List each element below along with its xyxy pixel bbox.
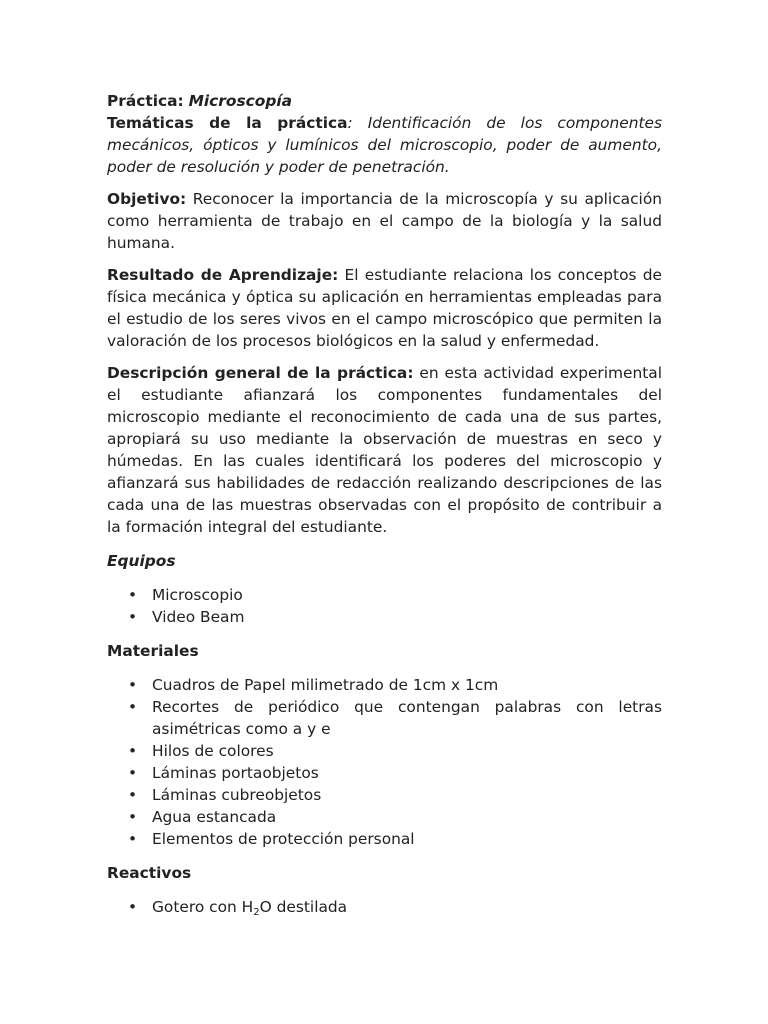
list-item: • Video Beam [107,606,662,628]
list-item: • Recortes de periódico que contengan palabras con letras asimétricas como a y e [107,696,662,740]
learning-outcome-paragraph [107,264,662,352]
description-paragraph [107,362,662,538]
practice-title [107,90,662,112]
topics-text: : Identificación de los componentes mecánicos, ópticos y lumínicos del microscopio, poder de aumento, poder de resolución y poder de penetración. [107,114,662,176]
reagent-prefix: Gotero con H [152,898,254,916]
objective-paragraph [107,188,662,254]
equipment-list [107,584,662,628]
objective-label: Objetivo: [107,190,187,208]
objective-text: Reconocer la importancia de la microscopía y su aplicación como herramienta de trabajo en el campo de la biología y la salud humana. [107,190,662,252]
description-text: en esta actividad experimental el estudiante afianzará los componentes fundamentales del microscopio mediante el reconocimiento de cada una de sus partes, apropiará su uso mediante la observación de muestras en seco y húmedas. En las cuales identificará los poderes del microscopio y afianzará sus habilidades de redacción realizando descripciones de las cada una de las muestras observadas con el propósito de contribuir a la formación integral del estudiante. [107,364,662,536]
reagent-suffix: O destilada [259,898,348,916]
materials-heading: Materiales [107,642,199,660]
reagents-list [107,896,662,918]
reagents-heading: Reactivos [107,864,192,882]
practice-name: Microscopía [188,92,293,110]
list-item [107,896,662,918]
description-label: Descripción general de la práctica: [107,364,414,382]
topics-paragraph [107,112,662,178]
list-item: • Hilos de colores [107,740,662,762]
learning-outcome-label: Resultado de Aprendizaje: [107,266,339,284]
list-item: • Agua estancada [107,806,662,828]
document-page [107,90,662,918]
reagent-subscript: 2 [253,907,260,918]
list-item: • Cuadros de Papel milimetrado de 1cm x 1cm [107,674,662,696]
topics-label: Temáticas de la práctica [107,114,348,132]
materials-list [107,674,662,850]
list-item: • Láminas cubreobjetos [107,784,662,806]
learning-outcome-text: El estudiante relaciona los conceptos de física mecánica y óptica su aplicación en herramientas empleadas para el estudio de los seres vivos en el campo microscópico que permiten la valoración de los procesos biológicos en la salud y enfermedad. [107,266,662,350]
equipment-heading: Equipos [107,552,176,570]
list-item: • Microscopio [107,584,662,606]
practice-label: Práctica: [107,92,184,110]
list-item: • Láminas portaobjetos [107,762,662,784]
list-item: • Elementos de protección personal [107,828,662,850]
